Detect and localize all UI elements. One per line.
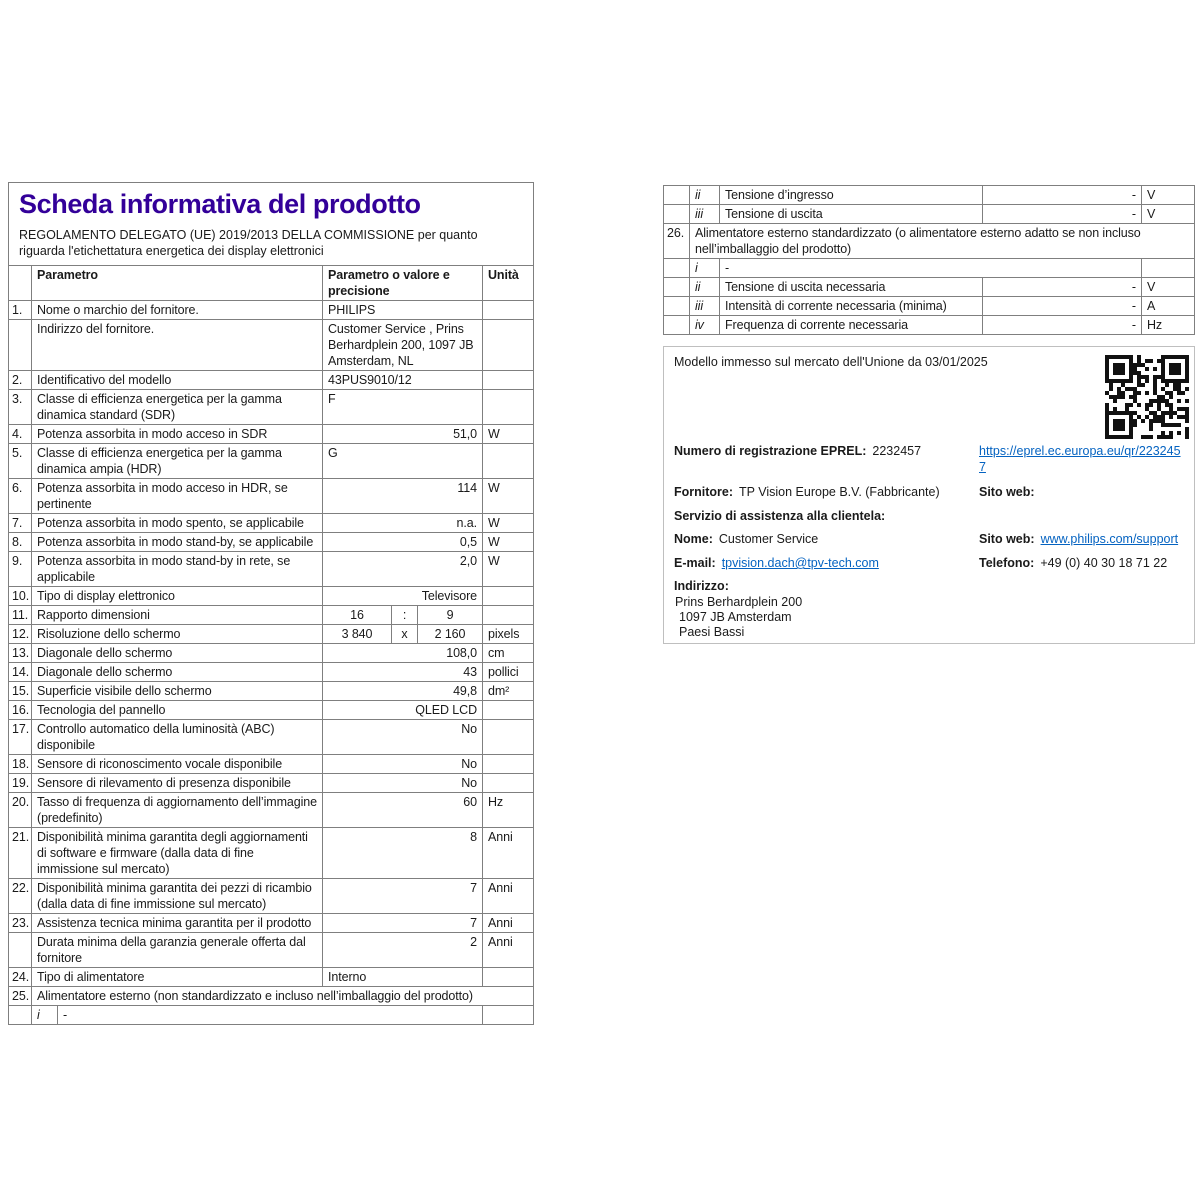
row-unit — [482, 390, 533, 424]
table-row — [9, 913, 533, 932]
row-subnumber: iv — [689, 316, 719, 334]
nome-row — [674, 531, 1186, 547]
table-body — [9, 300, 533, 1024]
row-unit — [482, 371, 533, 389]
row-subnumber: iii — [689, 297, 719, 315]
row-unit: Hz — [482, 793, 533, 827]
row-label: Tensione d’ingresso — [719, 186, 982, 204]
header-number-cell — [9, 266, 31, 300]
row-value: - — [57, 1006, 482, 1024]
row-subnumber: ii — [689, 186, 719, 204]
row-label: Risoluzione dello schermo — [31, 625, 322, 643]
table-row — [9, 424, 533, 443]
row-number — [9, 933, 31, 967]
row-value: - — [982, 297, 1141, 315]
table-row — [9, 754, 533, 773]
row-number — [664, 316, 689, 334]
row-subnumber: iii — [689, 205, 719, 223]
row-unit: pollici — [482, 663, 533, 681]
row-unit: dm² — [482, 682, 533, 700]
table-row — [9, 643, 533, 662]
fornitore-row — [674, 484, 1186, 500]
row-label: Identificativo del modello — [31, 371, 322, 389]
row-value: 49,8 — [322, 682, 482, 700]
table-body — [664, 186, 1194, 334]
email-row — [674, 555, 1186, 571]
row-number — [664, 278, 689, 296]
row-label: Superficie visibile dello schermo — [31, 682, 322, 700]
row-label: Frequenza di corrente necessaria — [719, 316, 982, 334]
row-value: - — [719, 259, 1141, 277]
row-unit: V — [1141, 205, 1194, 223]
row-number: 22. — [12, 881, 30, 895]
table-row — [9, 681, 533, 700]
row-label: Intensità di corrente necessaria (minima) — [719, 297, 982, 315]
row-unit — [482, 968, 533, 986]
row-unit: Hz — [1141, 316, 1194, 334]
table-row — [9, 719, 533, 754]
row-value: 2 — [322, 933, 482, 967]
row-label: Classe di efficienza energetica per la gamma dinamica ampia (HDR) — [31, 444, 322, 478]
row-unit: Anni — [482, 828, 533, 878]
row-unit — [482, 701, 533, 719]
row-value-a: 3 840 — [322, 625, 391, 643]
row-unit: V — [1141, 278, 1194, 296]
row-number: 8. — [12, 535, 23, 549]
row-label: Classe di efficienza energetica per la gamma dinamica standard (SDR) — [31, 390, 322, 424]
table-row — [9, 878, 533, 913]
row-value: - — [982, 205, 1141, 223]
row-number: 2. — [12, 373, 23, 387]
row-value: - — [982, 316, 1141, 334]
philips-support-link[interactable]: www.philips.com/support — [1040, 532, 1179, 546]
row-value: - — [982, 278, 1141, 296]
row-unit: pixels — [482, 625, 533, 643]
row-label: Tensione di uscita necessaria — [719, 278, 982, 296]
table-row — [9, 551, 533, 586]
nome-label: Nome: — [674, 532, 713, 546]
table-row — [9, 662, 533, 681]
row-value: 51,0 — [322, 425, 482, 443]
row-unit — [482, 301, 533, 319]
row-label: Disponibilità minima garantita dei pezzi di ricambio (dalla data di fine immissione sul mercato) — [31, 879, 322, 913]
row-label: Tasso di frequenza di aggiornamento dell’immagine (predefinito) — [31, 793, 322, 827]
row-number: 15. — [12, 684, 30, 698]
row-value: 114 — [322, 479, 482, 513]
table-row — [9, 967, 533, 986]
row-value-sep: x — [391, 625, 417, 643]
row-unit: Anni — [482, 933, 533, 967]
row-unit — [482, 587, 533, 605]
indirizzo-row — [674, 578, 1186, 594]
row-label: Diagonale dello schermo — [31, 644, 322, 662]
row-value-b: 9 — [417, 606, 482, 624]
row-number: 6. — [12, 481, 23, 495]
table-row — [664, 277, 1194, 296]
row-value: - — [982, 186, 1141, 204]
row-number: 23. — [12, 916, 30, 930]
row-number: 19. — [12, 776, 30, 790]
row-subnumber: ii — [689, 278, 719, 296]
row-unit: W — [482, 425, 533, 443]
row-value: 108,0 — [322, 644, 482, 662]
row-value: No — [322, 720, 482, 754]
service-heading: Servizio di assistenza alla clientela: — [674, 509, 886, 523]
row-value: Customer Service , Prins Berhardplein 200, 1097 JB Amsterdam, NL — [322, 320, 482, 370]
page-title: Scheda informativa del prodotto — [19, 189, 421, 219]
column-header-valore: Parametro o valore e precisione — [322, 266, 482, 300]
row-value: n.a. — [322, 514, 482, 532]
table-row — [664, 223, 1194, 258]
row-value: 2,0 — [322, 552, 482, 586]
row-value: No — [322, 774, 482, 792]
eprel-label: Numero di registrazione EPREL: — [674, 444, 867, 458]
row-number — [664, 297, 689, 315]
row-value: F — [322, 390, 482, 424]
row-unit — [482, 320, 533, 370]
row-unit: W — [482, 552, 533, 586]
row-unit: V — [1141, 186, 1194, 204]
eprel-number: 2232457 — [872, 444, 922, 458]
fornitore-value: TP Vision Europe B.V. (Fabbricante) — [739, 485, 940, 499]
address-line: Prins Berhardplein 200 — [675, 595, 803, 609]
row-value: 43 — [322, 663, 482, 681]
row-number: 26. — [667, 226, 685, 240]
column-header-unita: Unità — [482, 266, 533, 300]
table-row — [664, 204, 1194, 223]
row-number — [664, 186, 689, 204]
row-label: Rapporto dimensioni — [31, 606, 322, 624]
title-block — [9, 183, 533, 265]
table-row — [9, 370, 533, 389]
table-row — [9, 932, 533, 967]
row-value-sep: : — [391, 606, 417, 624]
row-label: Disponibilità minima garantita degli aggiornamenti di software e firmware (dalla data di fine immissione sul mercato) — [31, 828, 322, 878]
row-number: 12. — [12, 627, 30, 641]
row-value: QLED LCD — [322, 701, 482, 719]
row-number: 20. — [12, 795, 30, 809]
row-unit — [482, 755, 533, 773]
fornitore-label: Fornitore: — [674, 485, 734, 499]
row-subnumber: i — [689, 259, 719, 277]
sito-web-label: Sito web: — [979, 485, 1035, 499]
row-number: 7. — [12, 516, 23, 530]
row-label: Sensore di riconoscimento vocale disponibile — [31, 755, 322, 773]
row-value: 0,5 — [322, 533, 482, 551]
row-number: 21. — [12, 830, 30, 844]
row-value: Interno — [322, 968, 482, 986]
table-header-row — [9, 265, 533, 300]
table-row — [9, 700, 533, 719]
row-label: Potenza assorbita in modo stand-by in rete, se applicabile — [31, 552, 322, 586]
row-label: Tecnologia del pannello — [31, 701, 322, 719]
row-label: Tipo di display elettronico — [31, 587, 322, 605]
table-row — [9, 513, 533, 532]
eprel-registration — [674, 443, 979, 475]
table-row — [9, 586, 533, 605]
row-value: G — [322, 444, 482, 478]
table-row — [9, 773, 533, 792]
telefono-label: Telefono: — [979, 556, 1035, 570]
row-label: Potenza assorbita in modo acceso in SDR — [31, 425, 322, 443]
table-row — [664, 296, 1194, 315]
row-number — [9, 320, 31, 370]
row-number: 13. — [12, 646, 30, 660]
row-number — [664, 205, 689, 223]
row-label: Potenza assorbita in modo acceso in HDR, se pertinente — [31, 479, 322, 513]
row-number: 24. — [12, 970, 30, 984]
row-unit: W — [482, 514, 533, 532]
row-value: 60 — [322, 793, 482, 827]
table-row — [9, 319, 533, 370]
row-number: 16. — [12, 703, 30, 717]
row-number: 5. — [12, 446, 23, 460]
column-header-parametro: Parametro — [31, 266, 322, 300]
row-unit — [1141, 259, 1194, 277]
sito-web-label: Sito web: — [979, 532, 1035, 546]
row-number: 3. — [12, 392, 23, 406]
row-unit: W — [482, 479, 533, 513]
row-number: 11. — [12, 608, 29, 622]
qr-code-icon — [1105, 355, 1189, 439]
email-link[interactable]: tpvision.dach@tpv-tech.com — [721, 556, 879, 570]
row-number: 1. — [12, 303, 23, 317]
table-row — [9, 827, 533, 878]
eprel-row — [674, 443, 1186, 475]
row-number: 17. — [12, 722, 30, 736]
row-label: Durata minima della garanzia generale offerta dal fornitore — [31, 933, 322, 967]
row-unit: Anni — [482, 879, 533, 913]
table-row — [9, 389, 533, 424]
nome-value: Customer Service — [718, 532, 819, 546]
table-row — [9, 532, 533, 551]
row-number: 14. — [12, 665, 30, 679]
row-number: 9. — [12, 554, 23, 568]
row-unit — [482, 444, 533, 478]
regulation-subtitle: REGOLAMENTO DELEGATO (UE) 2019/2013 DELLA COMMISSIONE per quanto riguarda l'etichettatura energetica dei display elettronici — [19, 228, 478, 258]
row-label: Diagonale dello schermo — [31, 663, 322, 681]
row-label: Potenza assorbita in modo spento, se applicabile — [31, 514, 322, 532]
row-label: Assistenza tecnica minima garantita per il prodotto — [31, 914, 322, 932]
continuation-table — [663, 185, 1195, 335]
row-value: PHILIPS — [322, 301, 482, 319]
row-label-span: Alimentatore esterno (non standardizzato e incluso nell’imballaggio del prodotto) — [31, 987, 533, 1005]
row-value-a: 16 — [322, 606, 391, 624]
table-row — [9, 792, 533, 827]
row-number: 10. — [12, 589, 30, 603]
row-unit: A — [1141, 297, 1194, 315]
row-unit: cm — [482, 644, 533, 662]
table-row — [9, 986, 533, 1005]
row-label: Nome o marchio del fornitore. — [31, 301, 322, 319]
table-row — [664, 186, 1194, 204]
row-subnumber: i — [31, 1006, 57, 1024]
email-label: E-mail: — [674, 556, 716, 570]
address-line: 1097 JB Amsterdam — [679, 610, 792, 624]
row-value: 8 — [322, 828, 482, 878]
row-unit — [482, 606, 533, 624]
row-value: 43PUS9010/12 — [322, 371, 482, 389]
row-number: 25. — [12, 989, 30, 1003]
row-label: Tensione di uscita — [719, 205, 982, 223]
table-row — [664, 258, 1194, 277]
address-line: Paesi Bassi — [679, 625, 745, 639]
row-unit: W — [482, 533, 533, 551]
table-row — [9, 478, 533, 513]
row-number: 18. — [12, 757, 30, 771]
row-value: 7 — [322, 879, 482, 913]
row-unit — [482, 720, 533, 754]
product-fiche-table — [8, 182, 534, 1025]
market-entry-line: Modello immesso sul mercato dell'Unione da 03/01/2025 — [674, 355, 988, 369]
row-unit: Anni — [482, 914, 533, 932]
supplier-info-box — [663, 346, 1195, 644]
table-row — [9, 624, 533, 643]
table-row — [9, 605, 533, 624]
row-number — [664, 259, 689, 277]
row-unit — [482, 774, 533, 792]
row-label: Tipo di alimentatore — [31, 968, 322, 986]
row-label: Potenza assorbita in modo stand-by, se applicabile — [31, 533, 322, 551]
row-label: Controllo automatico della luminosità (ABC) disponibile — [31, 720, 322, 754]
indirizzo-label: Indirizzo: — [674, 579, 729, 593]
row-label: Sensore di rilevamento di presenza disponibile — [31, 774, 322, 792]
row-value: No — [322, 755, 482, 773]
row-value-b: 2 160 — [417, 625, 482, 643]
table-row — [9, 443, 533, 478]
table-row — [664, 315, 1194, 334]
row-number: 4. — [12, 427, 23, 441]
service-heading-row — [674, 508, 1186, 524]
row-value: 7 — [322, 914, 482, 932]
row-unit — [482, 1006, 533, 1024]
telefono-value: +49 (0) 40 30 18 71 22 — [1040, 556, 1168, 570]
eprel-link[interactable]: https://eprel.ec.europa.eu/qr/2232457 — [979, 444, 1181, 474]
row-number — [9, 1006, 31, 1024]
table-row — [9, 300, 533, 319]
row-label: Indirizzo del fornitore. — [31, 320, 322, 370]
row-value: Televisore — [322, 587, 482, 605]
table-row — [9, 1005, 533, 1024]
row-label-span: Alimentatore esterno standardizzato (o alimentatore esterno adatto se non incluso nell’imballaggio del prodotto) — [689, 224, 1194, 258]
